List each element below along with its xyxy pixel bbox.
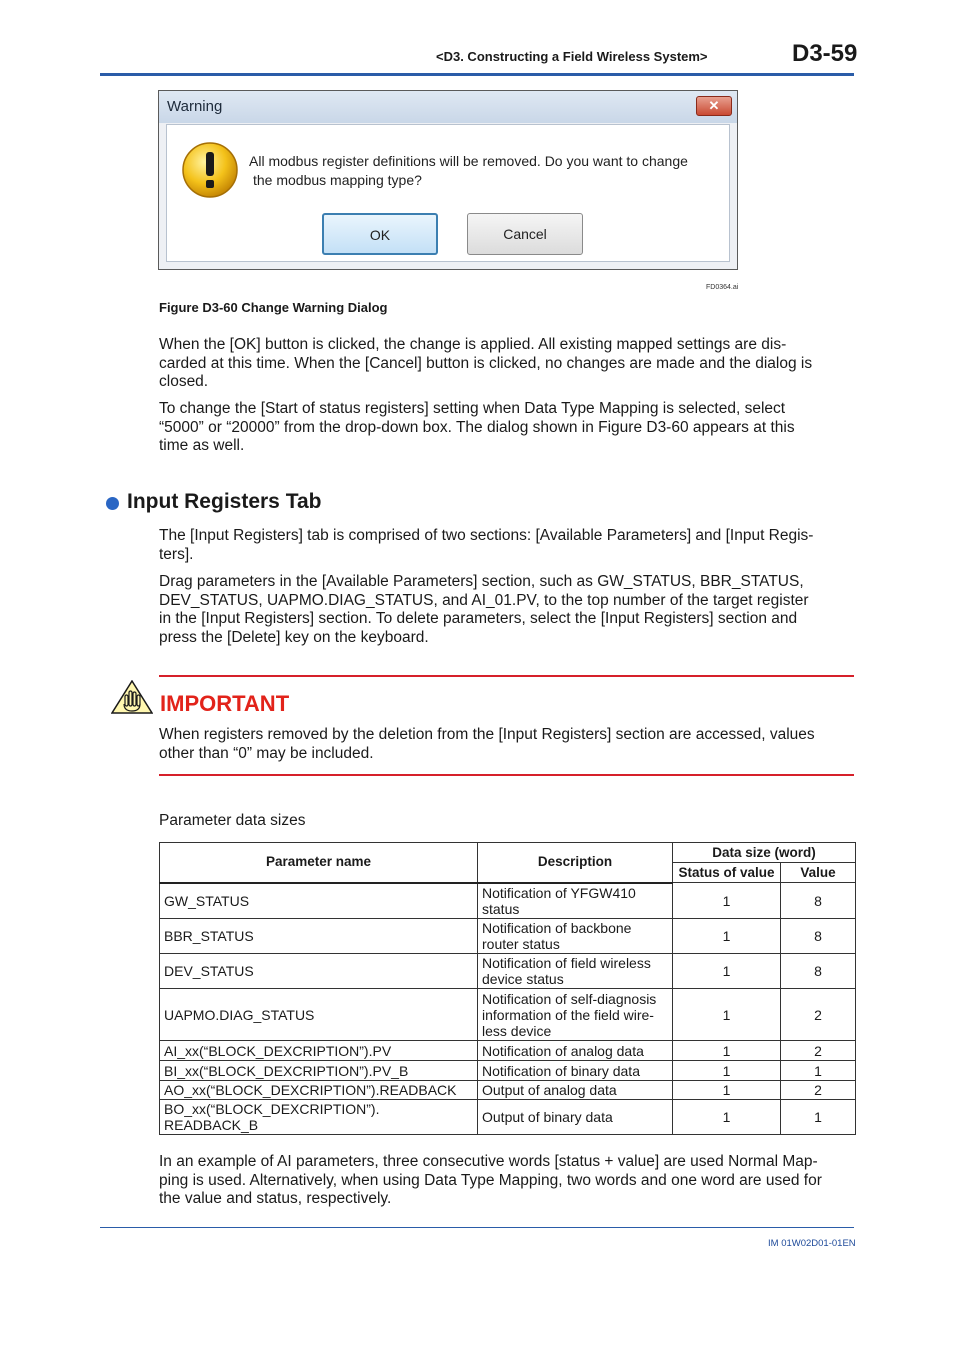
cell-text-line: less device <box>482 1022 552 1039</box>
header-rule <box>100 73 854 76</box>
bullet-icon <box>106 497 119 510</box>
text-line: Drag parameters in the [Available Parameters] section, such as GW_STATUS, BBR_STATUS, <box>159 573 804 590</box>
table-row <box>160 1061 856 1081</box>
cell-status-size: 1 <box>673 1041 781 1061</box>
text-line: In an example of AI parameters, three consecutive words [status + value] are used Normal Map- <box>159 1153 818 1170</box>
caution-hand-icon <box>111 680 153 714</box>
cell-text-line: Notification of YFGW410 <box>482 884 636 901</box>
paragraph-input-registers <box>159 527 854 564</box>
cell-description <box>478 919 673 954</box>
text-line: DEV_STATUS, UAPMO.DIAG_STATUS, and AI_01.PV, to the top number of the target register <box>159 591 809 609</box>
table-row <box>160 1081 856 1100</box>
cell-description <box>478 1041 673 1061</box>
dialog-message <box>249 152 719 190</box>
cell-text-line: Notification of self-diagnosis <box>482 990 657 1007</box>
text-line: in the [Input Registers] section. To delete parameters, select the [Input Registers] section and <box>159 610 798 627</box>
cell-parameter-name <box>160 989 478 1041</box>
paragraph-drag-parameters <box>159 573 854 647</box>
cell-parameter-name <box>160 1061 478 1081</box>
cell-text-line: UAPMO.DIAG_STATUS <box>164 1006 315 1023</box>
ok-button[interactable]: OK <box>322 213 438 255</box>
cell-text-line: Output of binary data <box>482 1109 613 1125</box>
cell-text-line: AO_xx(“BLOCK_DEXCRIPTION”).READBACK <box>164 1082 457 1098</box>
dialog-message-line-1: All modbus register definitions will be removed. Do you want to change <box>249 153 688 169</box>
cell-value-size: 2 <box>781 989 856 1041</box>
cell-text-line: information of the field wire- <box>482 1006 654 1023</box>
paragraph-ok-cancel <box>159 336 854 392</box>
warning-exclamation-icon <box>181 141 239 199</box>
cell-text-line: device status <box>482 971 564 987</box>
table-row <box>160 1041 856 1061</box>
cell-text-line: Notification of analog data <box>482 1042 644 1059</box>
section-title: Input Registers Tab <box>127 490 322 513</box>
cell-status-size: 1 <box>673 883 781 919</box>
cell-description <box>478 954 673 989</box>
cell-value-size: 2 <box>781 1081 856 1100</box>
running-header: <D3. Constructing a Field Wireless System> <box>436 49 708 64</box>
table-row <box>160 1100 856 1135</box>
text-line: ping is used. Alternatively, when using Data Type Mapping, two words and one word are used for <box>159 1171 822 1189</box>
cell-description <box>478 1100 673 1135</box>
cell-text-line: status <box>482 900 520 917</box>
cell-status-size: 1 <box>673 1081 781 1100</box>
cell-text-line: BBR_STATUS <box>164 928 254 944</box>
cell-parameter-name <box>160 954 478 989</box>
dialog-body <box>166 124 730 262</box>
cell-description <box>478 883 673 919</box>
cell-description <box>478 1081 673 1100</box>
cell-value-size: 2 <box>781 1041 856 1061</box>
cell-text-line: AI_xx(“BLOCK_DEXCRIPTION”).PV <box>164 1042 392 1059</box>
column-header-data-size: Data size (word) <box>673 843 856 863</box>
cell-text-line: Output of analog data <box>482 1082 617 1098</box>
table-row <box>160 883 856 919</box>
column-header-value: Value <box>781 863 856 883</box>
cell-text-line: GW_STATUS <box>164 892 250 909</box>
text-line: other than “0” may be included. <box>159 744 374 762</box>
dialog-title: Warning <box>167 98 223 115</box>
cell-parameter-name <box>160 883 478 919</box>
figure-caption: Figure D3-60 Change Warning Dialog <box>159 300 388 315</box>
cell-description <box>478 1061 673 1081</box>
page-number: D3-59 <box>792 40 858 67</box>
document-code: IM 01W02D01-01EN <box>768 1238 856 1249</box>
cell-parameter-name <box>160 919 478 954</box>
cell-value-size: 8 <box>781 883 856 919</box>
table-row <box>160 989 856 1041</box>
column-header-parameter-name: Parameter name <box>160 843 478 883</box>
paragraph-start-status <box>159 400 854 456</box>
parameter-size-table <box>159 842 856 1135</box>
cell-value-size: 1 <box>781 1061 856 1081</box>
cancel-button[interactable]: Cancel <box>467 213 583 255</box>
important-title: IMPORTANT <box>160 691 290 716</box>
paragraph-ai-example <box>159 1153 854 1209</box>
text-line: closed. <box>159 373 209 390</box>
cell-value-size: 8 <box>781 919 856 954</box>
column-header-description: Description <box>478 843 673 883</box>
table-caption: Parameter data sizes <box>159 812 306 829</box>
close-icon[interactable]: ✕ <box>696 96 732 116</box>
cell-text-line: BI_xx(“BLOCK_DEXCRIPTION”).PV_B <box>164 1062 409 1079</box>
text-line: press the [Delete] key on the keyboard. <box>159 628 429 646</box>
table-body <box>160 883 856 1135</box>
cell-text-line: BO_xx(“BLOCK_DEXCRIPTION”). <box>164 1101 380 1117</box>
cell-parameter-name <box>160 1100 478 1135</box>
dialog-message-line-2: the modbus mapping type? <box>253 172 422 188</box>
cell-value-size: 1 <box>781 1100 856 1135</box>
text-line: “5000” or “20000” from the drop-down box. The dialog shown in Figure D3-60 appears at this <box>159 418 795 436</box>
cell-status-size: 1 <box>673 1100 781 1135</box>
cell-parameter-name <box>160 1081 478 1100</box>
cell-status-size: 1 <box>673 919 781 954</box>
cell-text-line: router status <box>482 936 560 952</box>
text-line: the value and status, respectively. <box>159 1190 392 1207</box>
cell-text-line: READBACK_B <box>164 1117 259 1133</box>
figure-file-code: FD0364.ai <box>706 284 739 291</box>
dialog-titlebar <box>159 91 737 123</box>
text-line: ters]. <box>159 545 194 563</box>
cell-text-line: Notification of field wireless <box>482 955 651 971</box>
cell-text-line: DEV_STATUS <box>164 963 254 979</box>
column-header-status: Status of value <box>673 863 781 883</box>
cell-parameter-name <box>160 1041 478 1061</box>
important-top-rule <box>159 675 854 677</box>
text-line: The [Input Registers] tab is comprised of two sections: [Available Parameters] and [Input Regis- <box>159 527 814 544</box>
cell-value-size: 8 <box>781 954 856 989</box>
cell-status-size: 1 <box>673 989 781 1041</box>
text-line: To change the [Start of status registers] setting when Data Type Mapping is selected, select <box>159 400 786 417</box>
cell-status-size: 1 <box>673 1061 781 1081</box>
table-row <box>160 919 856 954</box>
warning-dialog <box>158 90 738 270</box>
table-row <box>160 954 856 989</box>
important-text <box>159 726 854 763</box>
text-line: carded at this time. When the [Cancel] button is clicked, no changes are made and the dialog is <box>159 354 813 372</box>
footer-rule <box>100 1227 854 1228</box>
cell-text-line: Notification of backbone <box>482 920 632 936</box>
important-bottom-rule <box>159 774 854 776</box>
text-line: When registers removed by the deletion from the [Input Registers] section are accessed, values <box>159 726 815 743</box>
cell-text-line: Notification of binary data <box>482 1062 640 1079</box>
cell-status-size: 1 <box>673 954 781 989</box>
cell-description <box>478 989 673 1041</box>
text-line: When the [OK] button is clicked, the change is applied. All existing mapped settings are dis- <box>159 336 787 353</box>
text-line: time as well. <box>159 437 245 454</box>
